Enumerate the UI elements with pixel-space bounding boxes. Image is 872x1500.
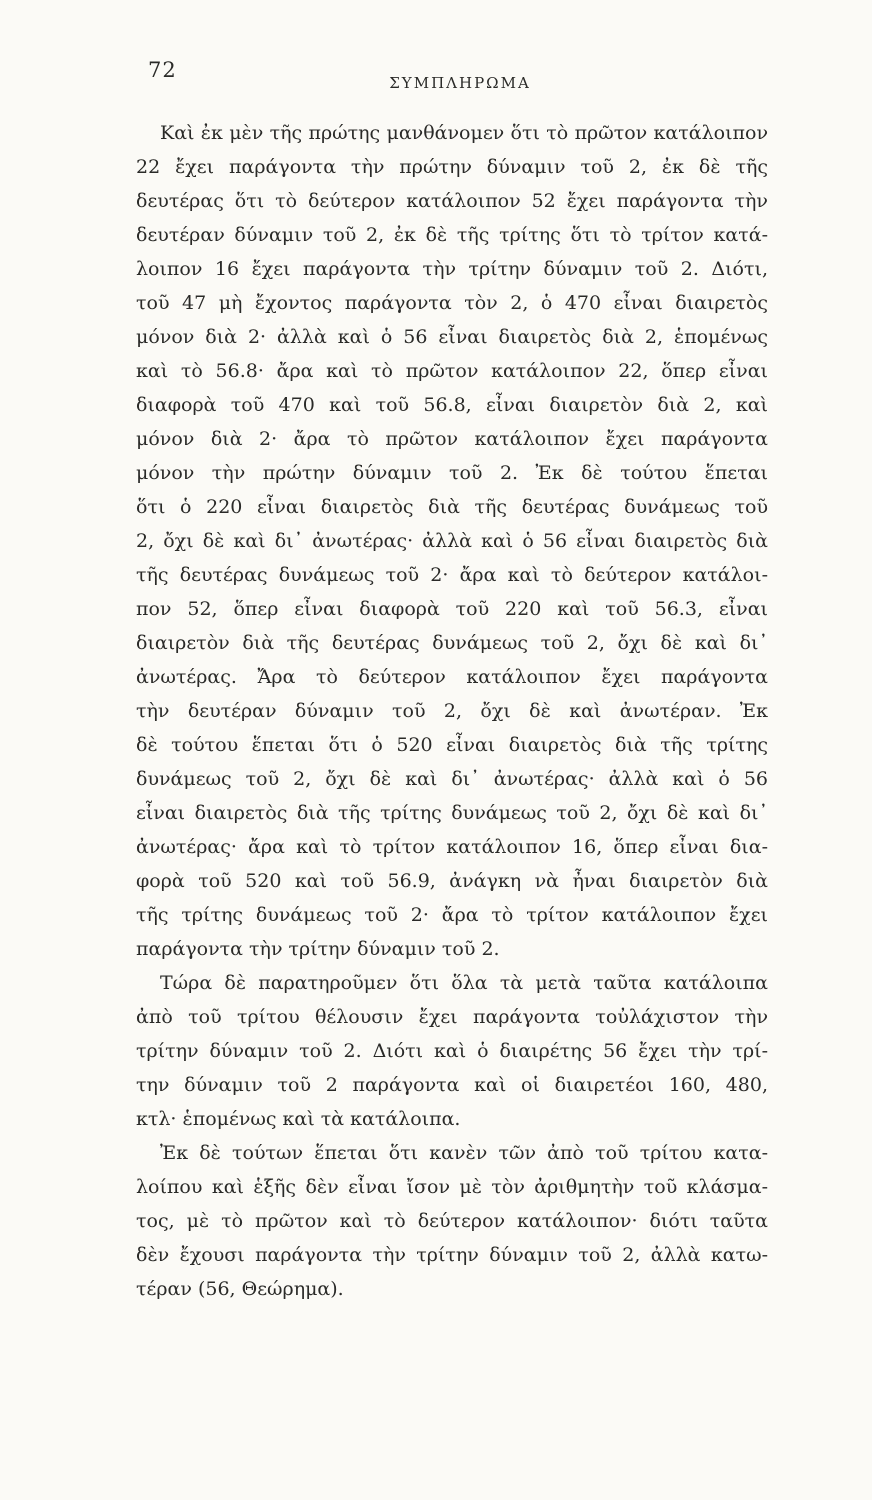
text-line: πον 52, ὅπερ εἶναι διαφορὰ τοῦ 220 καὶ τοῦ 56.3, εἶναι — [136, 598, 768, 620]
text-line: ἀνωτέρας. Ἄρα τὸ δεύτερον κατάλοιπον ἔχει παράγοντα — [136, 666, 768, 688]
text-line: την δύναμιν τοῦ 2 παράγοντα καὶ οἱ διαιρετέοι 160, 480, — [136, 1074, 768, 1096]
text-line: Ἐκ δὲ τούτων ἕπεται ὅτι κανὲν τῶν ἀπὸ τοῦ τρίτου κατα- — [160, 1142, 768, 1164]
text-line: δυνάμεως τοῦ 2, ὄχι δὲ καὶ δι᾽ ἀνωτέρας· ἀλλὰ καὶ ὁ 56 — [136, 768, 768, 790]
text-line: τρίτην δύναμιν τοῦ 2. Διότι καὶ ὁ διαιρέτης 56 ἔχει τὴν τρί- — [136, 1040, 768, 1062]
text-line: Τώρα δὲ παρατηροῦμεν ὅτι ὅλα τὰ μετὰ ταῦτα κατάλοιπα — [160, 972, 768, 994]
text-line: δευτέραν δύναμιν τοῦ 2, ἐκ δὲ τῆς τρίτης ὅτι τὸ τρίτον κατά- — [136, 224, 768, 246]
text-line: καὶ τὸ 56.8· ἄρα καὶ τὸ πρῶτον κατάλοιπον 22, ὅπερ εἶναι — [136, 360, 768, 382]
text-line: φορὰ τοῦ 520 καὶ τοῦ 56.9, ἀνάγκη νὰ ἦναι διαιρετὸν διὰ — [136, 870, 768, 892]
text-line: τὴν δευτέραν δύναμιν τοῦ 2, ὄχι δὲ καὶ ἀνωτέραν. Ἐκ — [136, 700, 768, 722]
text-line: λοιπον 16 ἔχει παράγοντα τὴν τρίτην δύναμιν τοῦ 2. Διότι, — [136, 258, 768, 280]
page-number: 72 — [148, 58, 177, 82]
text-line: μόνον τὴν πρώτην δύναμιν τοῦ 2. Ἐκ δὲ τούτου ἕπεται — [136, 462, 768, 484]
text-line: 2, ὄχι δὲ καὶ δι᾽ ἀνωτέρας· ἀλλὰ καὶ ὁ 56 εἶναι διαιρετὸς διὰ — [136, 530, 768, 552]
text-line: τοῦ 47 μὴ ἔχοντος παράγοντα τὸν 2, ὁ 470 εἶναι διαιρετὸς — [136, 292, 768, 314]
running-title: ΣΥΜΠΛΗΡΩΜΑ — [389, 74, 531, 92]
text-line: ὅτι ὁ 220 εἶναι διαιρετὸς διὰ τῆς δευτέρας δυνάμεως τοῦ — [136, 496, 768, 518]
text-line: τῆς δευτέρας δυνάμεως τοῦ 2· ἄρα καὶ τὸ δεύτερον κατάλοι- — [136, 564, 768, 586]
text-line: δὲ τούτου ἕπεται ὅτι ὁ 520 εἶναι διαιρετὸς διὰ τῆς τρίτης — [136, 734, 768, 756]
text-line: εἶναι διαιρετὸς διὰ τῆς τρίτης δυνάμεως τοῦ 2, ὄχι δὲ καὶ δι᾽ — [136, 802, 768, 824]
body-text — [136, 116, 768, 1306]
text-line: δὲν ἔχουσι παράγοντα τὴν τρίτην δύναμιν τοῦ 2, ἀλλὰ κατω- — [136, 1244, 768, 1266]
text-line: μόνον διὰ 2· ἄρα τὸ πρῶτον κατάλοιπον ἔχει παράγοντα — [136, 428, 768, 450]
text-line: διαιρετὸν διὰ τῆς δευτέρας δυνάμεως τοῦ 2, ὄχι δὲ καὶ δι᾽ — [136, 632, 768, 654]
text-line: λοίπου καὶ ἑξῆς δὲν εἶναι ἴσον μὲ τὸν ἀριθμητὴν τοῦ κλάσμα- — [136, 1176, 768, 1198]
text-line: Καὶ ἐκ μὲν τῆς πρώτης μανθάνομεν ὅτι τὸ πρῶτον κατάλοιπον — [160, 122, 768, 144]
text-line: παράγοντα τὴν τρίτην δύναμιν τοῦ 2. — [136, 938, 500, 960]
text-line: μόνον διὰ 2· ἀλλὰ καὶ ὁ 56 εἶναι διαιρετὸς διὰ 2, ἑπομένως — [136, 326, 768, 348]
page-header — [140, 58, 780, 98]
text-line: 22 ἔχει παράγοντα τὴν πρώτην δύναμιν τοῦ 2, ἐκ δὲ τῆς — [136, 156, 768, 178]
text-line: τέραν (56, Θεώρημα). — [136, 1278, 344, 1300]
text-line: κτλ· ἑπομένως καὶ τὰ κατάλοιπα. — [136, 1108, 461, 1130]
text-line: ἀπὸ τοῦ τρίτου θέλουσιν ἔχει παράγοντα τοὐλάχιστον τὴν — [136, 1006, 768, 1028]
text-line: τος, μὲ τὸ πρῶτον καὶ τὸ δεύτερον κατάλοιπον· διότι ταῦτα — [136, 1210, 768, 1232]
text-line: δευτέρας ὅτι τὸ δεύτερον κατάλοιπον 52 ἔχει παράγοντα τὴν — [136, 190, 768, 212]
text-line: ἀνωτέρας· ἄρα καὶ τὸ τρίτον κατάλοιπον 16, ὅπερ εἶναι δια- — [136, 836, 768, 858]
text-line: διαφορὰ τοῦ 470 καὶ τοῦ 56.8, εἶναι διαιρετὸν διὰ 2, καὶ — [136, 394, 768, 416]
text-line: τῆς τρίτης δυνάμεως τοῦ 2· ἄρα τὸ τρίτον κατάλοιπον ἔχει — [136, 904, 768, 926]
